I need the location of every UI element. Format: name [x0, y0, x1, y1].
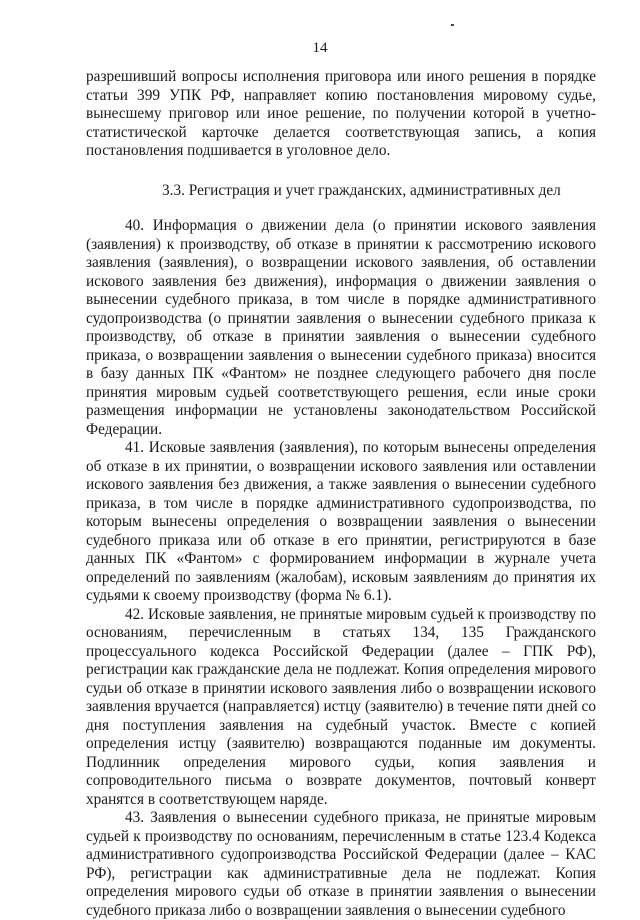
paragraph-42: 42. Исковые заявления, не принятые мировым судьей к производству по основаниям, перечисленным в статьях 134, 135 Гражданского процессуального кодекса Российской Федерации (далее – ГПК РФ), регистрации как гражданские дела не подлежат. Копия определения мирового судьи об отказе в принятии искового заявления либо о возвращении искового заявления вручается (направляется) истцу (заявителю) в течение пяти дней со дня поступления заявления на судебный участок. Вместе с копией определения истцу (заявителю) возвращаются поданные им документы. Подлинник определения мирового судьи, копия заявления и сопроводительного письма о возврате документов, почтовый конверт хранятся в соответствующем наряде.: [86, 605, 596, 808]
paragraph-40: 40. Информация о движении дела (о принятии искового заявления (заявления) к производству, об отказе в принятии к рассмотрению искового заявления (заявления), о возвращении искового заявления, об оставлении искового заявления без движения), информация о движении заявления о вынесении судебного приказа, в том числе в порядке административного судопроизводства (о принятии заявления о вынесении судебного приказа к производству, об отказе в принятии заявления о вынесении судебного приказа, о возвращении заявления о вынесении судебного приказа) вносится в базу данных ПК «Фантом» не позднее следующего рабочего дня после принятия мировым судьей соответствующего решения, если иные сроки размещения информации не установлены законодательством Российской Федерации.: [86, 217, 596, 438]
opening-paragraph: разрешивший вопросы исполнения приговора или иного решения в порядке статьи 399 УПК РФ, направляет копию постановления мировому судье, вынесшему приговор или иное решение, по получении которой в учетно-статистической карточке делается соответствующая запись, а копия постановления подшивается в уголовное дело.: [86, 68, 596, 159]
paragraph-41: 41. Исковые заявления (заявления), по которым вынесены определения об отказе в их принятии, о возвращении искового заявления или оставлении искового заявления без движения, а также заявления о вынесении судебного приказа, в том числе в порядке административного судопроизводства, по которым вынесены определения о возвращении заявления о вынесении судебного приказа или об отказе в его принятии, регистрируются в базе данных ПК «Фантом» с формированием информации в журнале учета определений по заявлениям (жалобам), исковым заявлениям до принятия их судьями к своему производству (форма № 6.1).: [86, 439, 596, 604]
scan-mark: [451, 24, 454, 26]
page-number: 14: [312, 40, 328, 56]
page-content: [86, 68, 596, 920]
section-title: 3.3. Регистрация и учет гражданских, административных дел: [162, 181, 561, 199]
paragraph-43: 43. Заявления о вынесении судебного приказа, не принятые мировым судьей к производству по основаниям, перечисленным в статье 123.4 Кодекса административного судопроизводства Российской Федерации (далее – КАС РФ), регистрации как административные дела не подлежат. Копия определения мирового судьи об отказе в принятии заявления о вынесении судебного приказа либо о возвращении заявления о вынесении судебного: [86, 809, 596, 919]
